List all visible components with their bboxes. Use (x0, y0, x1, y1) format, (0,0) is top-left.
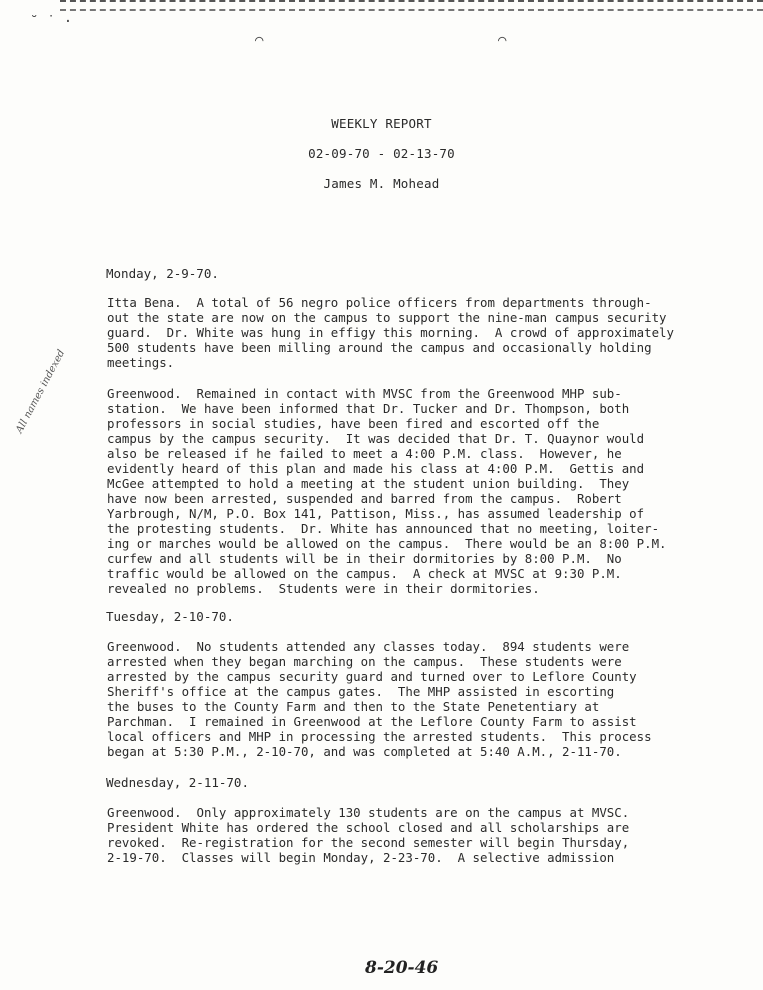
hole-punch-mark-right: ⌒ (498, 32, 507, 48)
report-title: WEEKLY REPORT (331, 116, 432, 131)
report-author: James M. Mohead (323, 176, 440, 191)
hole-punch-mark-left: ⌒ (255, 32, 264, 48)
day-heading-tuesday: Tuesday, 2-10-70. (106, 609, 234, 624)
perforated-edge (60, 0, 763, 11)
paragraph-greenwood-tuesday: Greenwood. No students attended any classes today. 894 students were arrested when they began marching on the campus. These students were arrested by the campus security guard and turned over to Leflore County Sheriff's office at the campus gates. The MHP assisted in escorting the buses to the County Farm and then to the State Penetentiary at Parchman. I remained in Greenwood at the Leflore County Farm to assist local officers and MHP in processing the arrested students. This process began at 5:30 P.M., 2-10-70, and was completed at 5:40 A.M., 2-11-70. (107, 639, 652, 759)
day-heading-monday: Monday, 2-9-70. (106, 266, 219, 281)
report-dates: 02-09-70 - 02-13-70 (308, 146, 455, 161)
paragraph-greenwood-monday: Greenwood. Remained in contact with MVSC from the Greenwood MHP sub- station. We have been informed that Dr. Tucker and Dr. Thompson, both professors in social studies, have been fired and escorted off the campus by the campus security. It was decided that Dr. T. Quaynor would also be released if he failed to meet a 4:00 P.M. class. However, he evidently heard of this plan and made his class at 4:00 P.M. Gettis and McGee attempted to hold a meeting at the student union building. They have now been arrested, suspended and barred from the campus. Robert Yarbrough, N/M, P.O. Box 141, Pattison, Miss., has assumed leadership of the protesting students. Dr. White has announced that no meeting, loiter- ing or marches would be allowed on the campus. There would be an 8:00 P.M. curfew and all students will be in their dormitories by 8:00 P.M. No traffic would be allowed on the campus. A check at MVSC at 9:30 P.M. revealed no problems. Students were in their dormitories. (107, 386, 667, 596)
paragraph-itta-bena: Itta Bena. A total of 56 negro police officers from departments through- out the state are now on the campus to support the nine-man campus security guard. Dr. White was hung in effigy this morning. A crowd of approximately 500 students have been milling around the campus and occasionally holding meetings. (107, 295, 674, 370)
paragraph-greenwood-wednesday: Greenwood. Only approximately 130 students are on the campus at MVSC. President White has ordered the school closed and all scholarships are revoked. Re-registration for the second semester will begin Thursday, 2-19-70. Classes will begin Monday, 2-23-70. A selective admission (107, 805, 630, 865)
handwritten-margin-note: All names indexed (14, 348, 68, 436)
scan-mark: ˘ ˙ · (30, 14, 73, 30)
handwritten-file-number: 8-20-46 (365, 958, 439, 978)
day-heading-wednesday: Wednesday, 2-11-70. (106, 775, 249, 790)
